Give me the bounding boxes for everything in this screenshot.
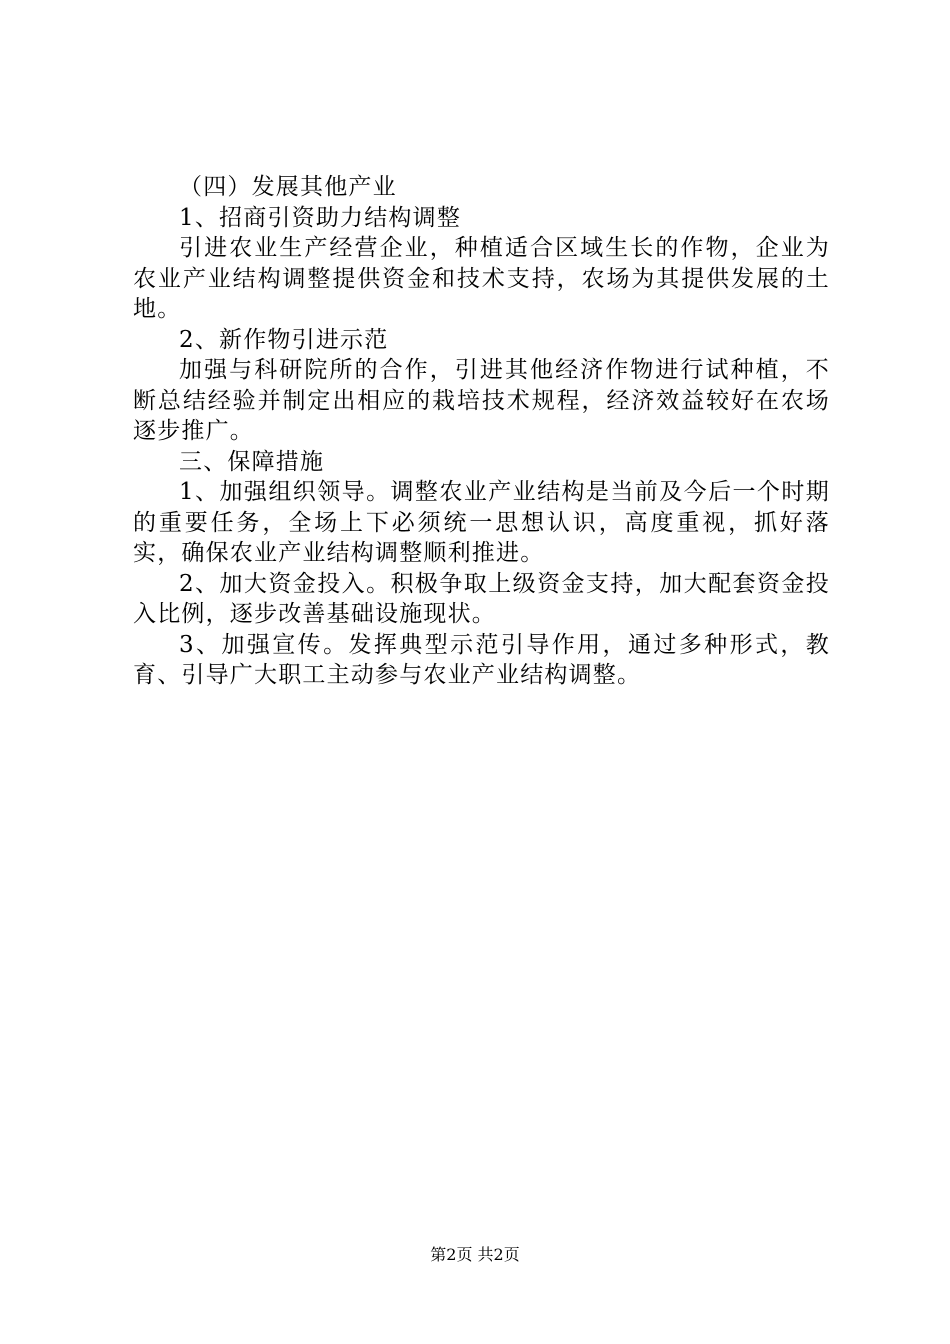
- subheading-new-crops: 2、新作物引进示范: [179, 326, 389, 353]
- page-number-footer: 第2页 共2页: [430, 1245, 520, 1264]
- section-heading-other-industries: （四）发展其他产业: [179, 174, 397, 200]
- subheading-investment: 1、招商引资助力结构调整: [179, 204, 462, 231]
- paragraph-funding: 2、加大资金投入。积极争取上级资金支持，加大配套资金投入比例，逐步改善基础设施现状。: [133, 570, 830, 627]
- section-heading-safeguards: 三、保障措施: [179, 448, 325, 475]
- paragraph-investment: 引进农业生产经营企业，种植适合区域生长的作物，企业为农业产业结构调整提供资金和技术支持，农场为其提供发展的土地。: [133, 235, 830, 322]
- document-body: [133, 172, 830, 691]
- paragraph-organization: 1、加强组织领导。调整农业产业结构是当前及今后一个时期的重要任务，全场上下必须统一思想认识，高度重视，抓好落实，确保农业产业结构调整顺利推进。: [133, 479, 830, 566]
- paragraph-publicity: 3、加强宣传。发挥典型示范引导作用，通过多种形式，教育、引导广大职工主动参与农业产业结构调整。: [133, 631, 830, 688]
- paragraph-new-crops: 加强与科研院所的合作，引进其他经济作物进行试种植，不断总结经验并制定出相应的栽培技术规程，经济效益较好在农场逐步推广。: [133, 357, 830, 444]
